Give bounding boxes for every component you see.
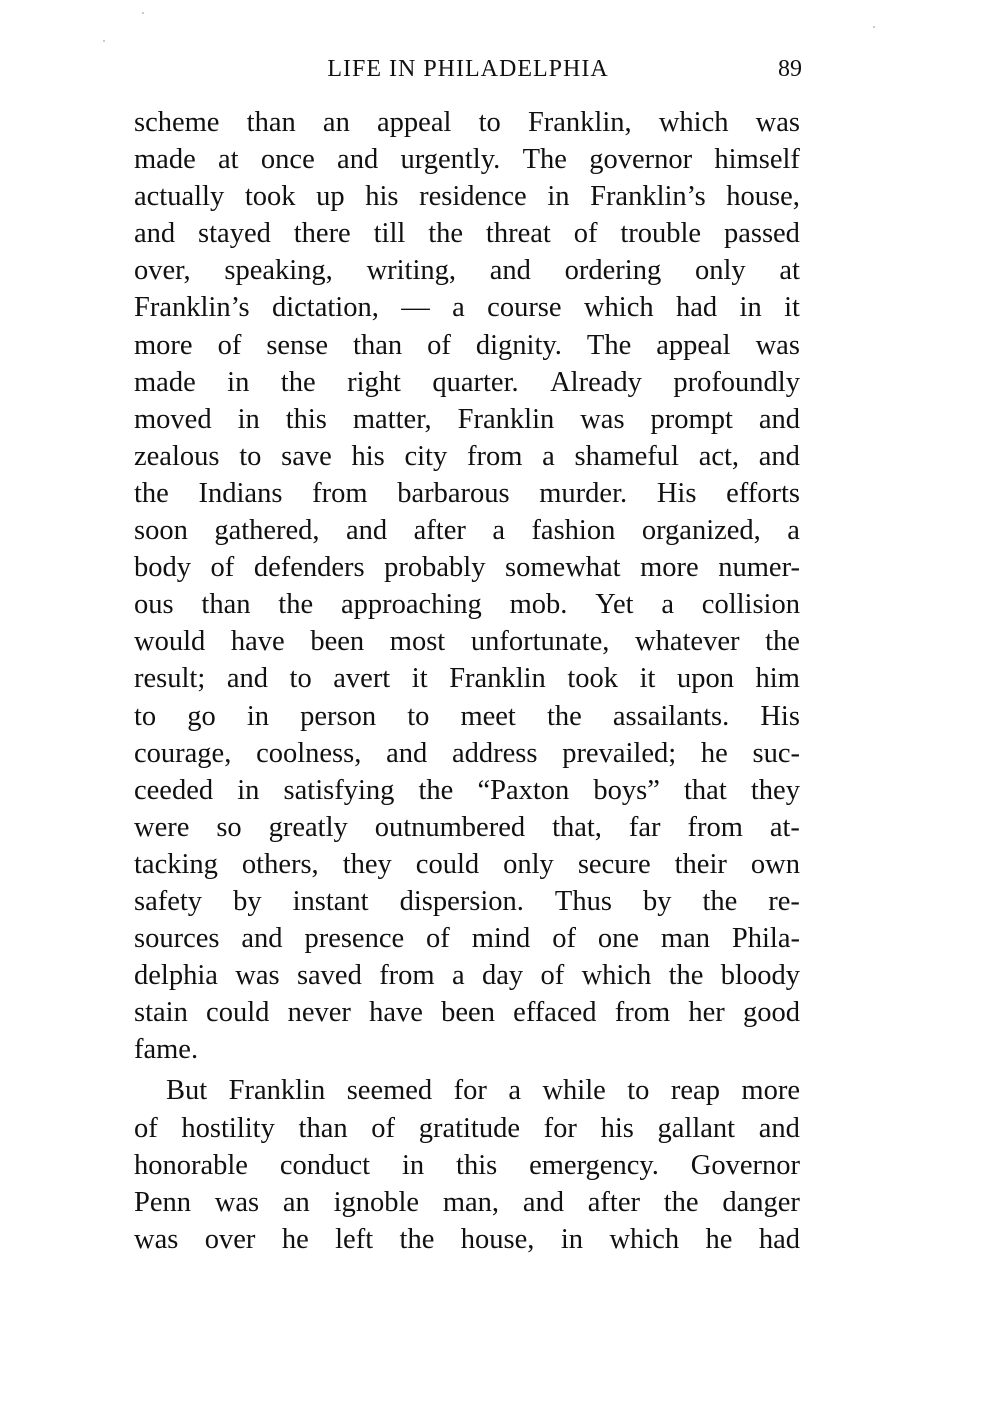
- word: of: [427, 329, 451, 361]
- word: Franklin: [449, 663, 546, 695]
- word: far: [628, 811, 661, 843]
- word: somewhat: [505, 552, 621, 584]
- scan-speck: [873, 26, 875, 28]
- word: and: [337, 144, 379, 176]
- word: dignity.: [475, 329, 562, 361]
- text-line: [134, 438, 800, 475]
- word: dispersion.: [399, 885, 524, 917]
- word: over: [204, 1223, 256, 1255]
- text-line: [134, 364, 800, 401]
- word: collision: [701, 589, 800, 621]
- word: secure: [577, 848, 651, 880]
- word: was: [214, 1186, 260, 1218]
- text-line: [134, 512, 800, 549]
- word: save: [281, 440, 332, 472]
- word: made: [134, 366, 196, 398]
- word: sense: [266, 329, 329, 361]
- word: day: [481, 960, 524, 992]
- text-line: [134, 215, 800, 252]
- word: he: [705, 1223, 733, 1255]
- word: the: [278, 589, 314, 621]
- word: Franklin: [457, 403, 555, 435]
- word: numer-: [718, 552, 800, 584]
- word: a: [508, 1075, 521, 1107]
- text-line: [134, 772, 800, 809]
- word: for: [543, 1112, 577, 1144]
- word: and: [758, 1112, 800, 1144]
- word: seemed: [346, 1075, 433, 1107]
- word: act,: [698, 440, 740, 472]
- word: they: [750, 774, 800, 806]
- word: after: [587, 1186, 640, 1218]
- word: shameful: [574, 440, 679, 472]
- running-title: LIFE IN PHILADELPHIA: [327, 56, 609, 82]
- word: appeal: [377, 107, 452, 138]
- word: mob.: [509, 589, 568, 621]
- word: only: [694, 255, 746, 287]
- word: to: [478, 107, 501, 138]
- word: till: [373, 218, 406, 250]
- text-line: [134, 920, 800, 957]
- word: from: [614, 997, 671, 1029]
- word: her: [688, 997, 725, 1029]
- word: to: [407, 700, 430, 732]
- word: urgently.: [400, 144, 501, 176]
- text-line: [134, 1031, 800, 1068]
- text-line: [134, 660, 800, 697]
- word: Thus: [554, 885, 612, 917]
- word: right: [347, 366, 401, 398]
- word: assailants.: [612, 700, 730, 732]
- word: been: [441, 997, 495, 1029]
- word: honorable: [134, 1149, 248, 1181]
- word: His: [656, 477, 697, 509]
- word: threat: [485, 218, 551, 250]
- word: and: [758, 403, 800, 435]
- word: danger: [722, 1186, 800, 1218]
- text-line: [134, 1110, 800, 1147]
- word: fame.: [134, 1034, 199, 1066]
- word: was: [755, 329, 800, 361]
- word: to: [627, 1075, 650, 1107]
- word: Franklin: [228, 1075, 326, 1107]
- word: at: [779, 255, 800, 287]
- word: reap: [670, 1075, 720, 1107]
- word: writing,: [366, 255, 457, 287]
- word: by: [233, 885, 262, 917]
- text-line: [134, 475, 800, 512]
- word: in: [246, 700, 270, 732]
- word: Yet: [595, 589, 634, 621]
- word: Franklin’s: [134, 292, 250, 324]
- word: organized,: [641, 515, 761, 547]
- word: ordering: [564, 255, 662, 287]
- word: man,: [442, 1186, 500, 1218]
- word: mind: [471, 923, 531, 955]
- word: of: [426, 923, 450, 955]
- word: made: [134, 144, 196, 176]
- text-line: [134, 994, 800, 1031]
- word: trouble: [620, 218, 702, 250]
- word: approaching: [340, 589, 482, 621]
- word: man: [660, 923, 710, 955]
- word: go: [187, 700, 216, 732]
- word: emergency.: [529, 1149, 659, 1181]
- text-line: [134, 401, 800, 438]
- word: of: [540, 960, 565, 992]
- word: probably: [384, 552, 486, 584]
- word: His: [760, 700, 800, 732]
- word: was: [235, 960, 280, 992]
- word: meet: [460, 700, 516, 732]
- word: most: [389, 626, 446, 658]
- word: more: [640, 552, 699, 584]
- word: in: [401, 1149, 425, 1181]
- word: only: [503, 848, 554, 880]
- word: Franklin,: [527, 107, 632, 138]
- text-line: [134, 1221, 800, 1258]
- word: the: [418, 774, 454, 806]
- word: have: [230, 626, 285, 658]
- word: this: [285, 403, 327, 435]
- word: once: [260, 144, 315, 176]
- word: Penn: [134, 1186, 191, 1218]
- running-head: [134, 52, 802, 88]
- word: which: [583, 292, 654, 324]
- word: had: [758, 1223, 800, 1255]
- word: while: [542, 1075, 606, 1107]
- word: Franklin’s: [590, 181, 706, 213]
- text-line: [134, 289, 800, 326]
- word: the: [546, 700, 582, 732]
- text-line: [134, 735, 800, 772]
- word: took: [567, 663, 619, 695]
- word: from: [312, 477, 368, 509]
- word: passed: [723, 218, 800, 250]
- word: greatly: [268, 811, 348, 843]
- word: others,: [241, 848, 319, 880]
- word: profoundly: [673, 366, 800, 398]
- text-line: [134, 327, 800, 364]
- word: more: [134, 329, 193, 361]
- text-line: [134, 178, 800, 215]
- word: of: [552, 923, 576, 955]
- word: a: [661, 589, 674, 621]
- text-line: [134, 1184, 800, 1221]
- word: he: [700, 737, 728, 769]
- word: residence: [419, 181, 527, 213]
- word: —: [401, 292, 430, 324]
- text-line: [134, 809, 800, 846]
- word: was: [755, 107, 800, 138]
- word: gathered,: [214, 515, 320, 547]
- word: an: [282, 1186, 310, 1218]
- word: and: [134, 218, 176, 250]
- word: house,: [726, 181, 800, 213]
- text-line: [134, 846, 800, 883]
- word: soon: [134, 515, 188, 547]
- word: it: [784, 292, 800, 324]
- word: boys”: [593, 774, 660, 806]
- word: unfortunate,: [470, 626, 610, 658]
- word: the: [765, 626, 800, 658]
- word: him: [755, 663, 800, 695]
- word: But: [166, 1075, 208, 1107]
- word: to: [239, 440, 262, 472]
- word: to: [134, 700, 157, 732]
- word: Governor: [690, 1149, 800, 1181]
- word: his: [351, 440, 385, 472]
- word: fashion: [531, 515, 616, 547]
- word: at: [218, 144, 239, 176]
- word: and: [489, 255, 531, 287]
- word: and: [386, 737, 428, 769]
- word: courage,: [134, 737, 232, 769]
- word: prevailed;: [562, 737, 677, 769]
- word: of: [134, 1112, 158, 1144]
- paragraph: [134, 1072, 800, 1257]
- word: the: [280, 366, 316, 398]
- word: efforts: [726, 477, 800, 509]
- word: “Paxton: [477, 774, 570, 806]
- word: the: [134, 477, 169, 509]
- word: safety: [134, 885, 203, 917]
- word: in: [227, 366, 250, 398]
- word: after: [413, 515, 466, 547]
- text-line: [134, 1072, 800, 1109]
- word: city: [404, 440, 448, 472]
- word: which: [658, 107, 729, 138]
- word: the: [668, 960, 704, 992]
- word: for: [453, 1075, 487, 1107]
- word: gallant: [657, 1112, 736, 1144]
- word: and: [522, 1186, 564, 1218]
- word: actually: [134, 181, 225, 213]
- word: conduct: [279, 1149, 371, 1181]
- word: stayed: [198, 218, 271, 250]
- word: in: [237, 403, 260, 435]
- paragraph: [134, 104, 800, 1068]
- word: more: [741, 1075, 800, 1107]
- word: of: [573, 218, 598, 250]
- word: Indians: [198, 477, 283, 509]
- word: effaced: [513, 997, 597, 1029]
- word: which: [609, 1223, 680, 1255]
- word: he: [281, 1223, 309, 1255]
- word: could: [206, 997, 270, 1029]
- word: in: [547, 181, 570, 213]
- word: hostility: [181, 1112, 275, 1144]
- word: which: [581, 960, 652, 992]
- word: stain: [134, 997, 188, 1029]
- word: of: [217, 329, 242, 361]
- word: were: [134, 811, 190, 843]
- word: satisfying: [283, 774, 395, 806]
- word: from: [687, 811, 743, 843]
- word: they: [342, 848, 392, 880]
- word: over,: [134, 255, 191, 287]
- word: saved: [296, 960, 362, 992]
- word: instant: [292, 885, 369, 917]
- body-text: [134, 104, 800, 1258]
- word: a: [542, 440, 555, 472]
- word: the: [428, 218, 464, 250]
- word: The: [522, 144, 567, 176]
- word: prompt: [650, 403, 733, 435]
- word: in: [560, 1223, 584, 1255]
- word: of: [371, 1112, 396, 1144]
- word: one: [597, 923, 640, 955]
- word: result;: [134, 663, 206, 695]
- word: The: [586, 329, 632, 361]
- word: coolness,: [256, 737, 362, 769]
- word: it: [411, 663, 428, 695]
- text-line: [134, 698, 800, 735]
- word: and: [241, 923, 283, 955]
- word: than: [246, 107, 296, 138]
- word: there: [293, 218, 351, 250]
- word: governor: [589, 144, 693, 176]
- text-line: [134, 141, 800, 178]
- word: could: [415, 848, 480, 880]
- word: in: [237, 774, 260, 806]
- word: Already: [550, 366, 642, 398]
- word: been: [310, 626, 365, 658]
- word: was: [134, 1223, 179, 1255]
- scan-speck: [142, 12, 144, 14]
- word: than: [298, 1112, 348, 1144]
- word: the: [399, 1223, 435, 1255]
- word: by: [642, 885, 672, 917]
- word: than: [353, 329, 403, 361]
- word: course: [487, 292, 562, 324]
- word: from: [379, 960, 435, 992]
- text-line: [134, 957, 800, 994]
- word: and: [346, 515, 388, 547]
- word: have: [369, 997, 423, 1029]
- word: tacking: [134, 848, 218, 880]
- word: zealous: [134, 440, 220, 472]
- word: dictation,: [271, 292, 379, 324]
- word: upon: [676, 663, 734, 695]
- word: and: [226, 663, 268, 695]
- word: to: [289, 663, 312, 695]
- text-line: [134, 252, 800, 289]
- word: Phila-: [731, 923, 800, 955]
- word: that,: [552, 811, 602, 843]
- text-line: [134, 883, 800, 920]
- word: himself: [714, 144, 800, 176]
- word: re-: [768, 885, 800, 917]
- word: quarter.: [432, 366, 519, 398]
- scan-speck: [103, 40, 105, 42]
- word: body: [134, 552, 191, 584]
- word: and: [758, 440, 800, 472]
- word: at-: [769, 811, 800, 843]
- word: appeal: [656, 329, 731, 361]
- word: delphia: [134, 960, 218, 992]
- word: ignoble: [333, 1186, 420, 1218]
- word: good: [742, 997, 800, 1029]
- word: ceeded: [134, 774, 214, 806]
- word: left: [335, 1223, 374, 1255]
- word: that: [684, 774, 727, 806]
- text-line: [134, 549, 800, 586]
- word: moved: [134, 403, 212, 435]
- word: ous: [134, 589, 174, 621]
- text-line: [134, 586, 800, 623]
- word: whatever: [635, 626, 740, 658]
- word: than: [201, 589, 251, 621]
- text-line: [134, 1147, 800, 1184]
- word: from: [466, 440, 523, 472]
- word: presence: [304, 923, 405, 955]
- word: a: [451, 960, 465, 992]
- word: a: [492, 515, 505, 547]
- word: of: [210, 552, 235, 584]
- word: address: [451, 737, 538, 769]
- word: outnumbered: [374, 811, 526, 843]
- word: the: [663, 1186, 699, 1218]
- page-number: 89: [778, 56, 802, 82]
- word: in: [739, 292, 762, 324]
- word: was: [580, 403, 625, 435]
- word: avert: [333, 663, 391, 695]
- word: never: [287, 997, 351, 1029]
- word: so: [216, 811, 242, 843]
- word: bloody: [720, 960, 800, 992]
- word: had: [676, 292, 718, 324]
- word: defenders: [253, 552, 365, 584]
- word: this: [456, 1149, 498, 1181]
- word: a: [452, 292, 465, 324]
- word: own: [750, 848, 800, 880]
- word: suc-: [752, 737, 800, 769]
- word: took: [244, 181, 296, 213]
- text-line: [134, 104, 800, 141]
- word: his: [600, 1112, 634, 1144]
- word: person: [300, 700, 377, 732]
- word: speaking,: [224, 255, 333, 287]
- word: his: [365, 181, 399, 213]
- word: matter,: [352, 403, 432, 435]
- word: house,: [460, 1223, 535, 1255]
- word: murder.: [539, 477, 628, 509]
- word: would: [134, 626, 206, 658]
- word: gratitude: [418, 1112, 520, 1144]
- word: scheme: [134, 107, 220, 138]
- text-line: [134, 623, 800, 660]
- word: sources: [134, 923, 220, 955]
- word: up: [316, 181, 345, 213]
- word: barbarous: [397, 477, 510, 509]
- word: a: [787, 515, 800, 547]
- word: it: [639, 663, 656, 695]
- word: the: [702, 885, 738, 917]
- word: their: [674, 848, 727, 880]
- word: an: [322, 107, 350, 138]
